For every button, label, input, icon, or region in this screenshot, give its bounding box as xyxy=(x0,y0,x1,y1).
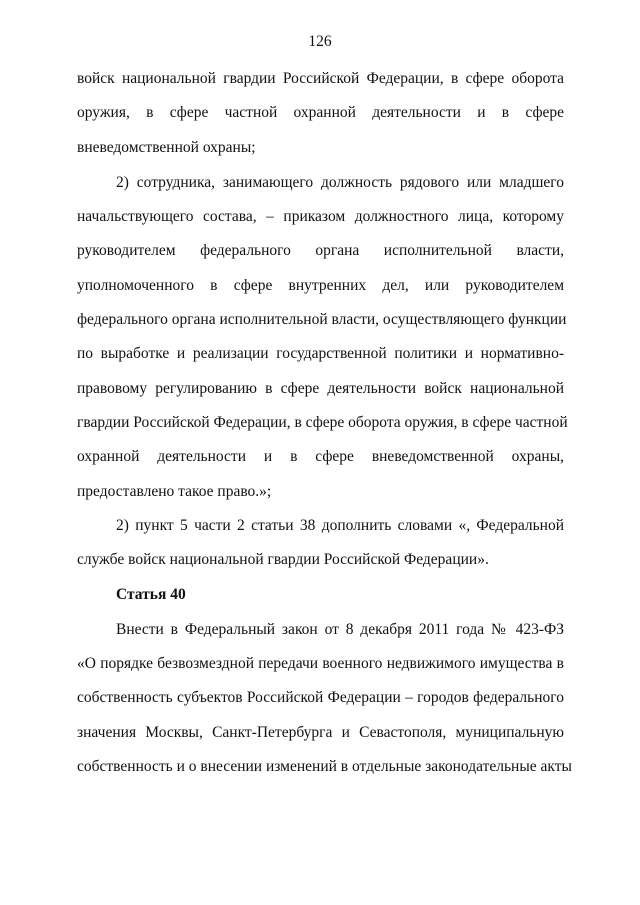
article-heading: Статья 40 xyxy=(116,586,186,603)
text-line: охранной деятельности и в сфере вневедомственной охраны, xyxy=(77,448,564,465)
text-line: гвардии Российской Федерации, в сфере оборота оружия, в сфере частной xyxy=(77,414,568,431)
text-line: вневедомственной охраны; xyxy=(77,139,256,156)
text-line: руководителем федерального органа исполнительной власти, xyxy=(77,242,564,259)
text-line: оружия, в сфере частной охранной деятельности и в сфере xyxy=(77,104,564,121)
text-line: войск национальной гвардии Российской Федерации, в сфере оборота xyxy=(77,70,564,87)
text-line: собственность субъектов Российской Федерации – городов федерального xyxy=(77,689,564,706)
text-line: Внести в Федеральный закон от 8 декабря 2011 года № 423-ФЗ xyxy=(116,621,564,638)
text-line: по выработке и реализации государственной политики и нормативно- xyxy=(77,345,564,362)
text-line: правовому регулированию в сфере деятельности войск национальной xyxy=(77,380,564,397)
text-line: предоставлено такое право.»; xyxy=(77,483,272,500)
text-line: собственность и о внесении изменений в отдельные законодательные акты xyxy=(77,758,572,775)
text-line: 2) сотрудника, занимающего должность рядового или младшего xyxy=(116,174,564,191)
text-line: «О порядке безвозмездной передачи военного недвижимого имущества в xyxy=(77,655,564,672)
text-line: уполномоченного в сфере внутренних дел, или руководителем xyxy=(77,277,564,294)
text-line: 2) пункт 5 части 2 статьи 38 дополнить словами «, Федеральной xyxy=(116,517,564,534)
text-line: значения Москвы, Санкт-Петербурга и Севастополя, муниципальную xyxy=(77,724,564,741)
text-line: службе войск национальной гвардии Российской Федерации». xyxy=(77,551,489,568)
page-number: 126 xyxy=(308,33,332,50)
text-line: федерального органа исполнительной власти, осуществляющего функции xyxy=(77,311,567,328)
text-line: начальствующего состава, – приказом должностного лица, которому xyxy=(77,208,564,225)
